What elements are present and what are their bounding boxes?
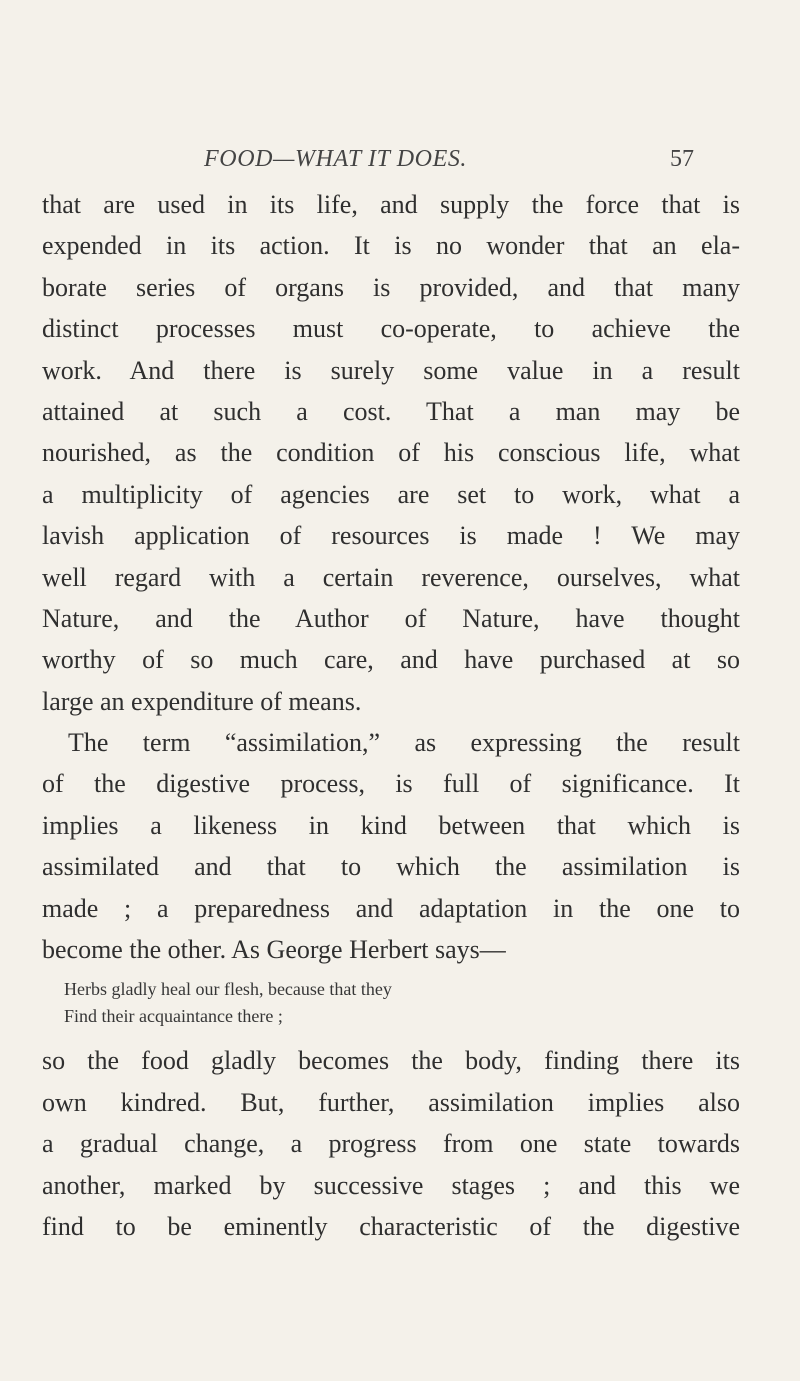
text-line: borate series of organs is provided, and that many — [42, 272, 740, 302]
text-line: find to be eminently characteristic of the digestive — [42, 1211, 740, 1241]
quote-line: Herbs gladly heal our flesh, because that they — [64, 979, 392, 1000]
verse-quotation — [42, 976, 740, 1030]
text-line: own kindred. But, further, assimilation implies also — [42, 1087, 740, 1117]
text-line: become the other. As George Herbert says— — [42, 935, 506, 965]
text-line: of the digestive process, is full of significance. It — [42, 769, 740, 799]
text-line: that are used in its life, and supply the force that is — [42, 190, 740, 219]
text-line: implies a likeness in kind between that which is — [42, 810, 740, 840]
text-line: large an expenditure of means. — [42, 686, 362, 716]
text-line: lavish application of resources is made ! We may — [42, 521, 740, 551]
text-line: attained at such a cost. That a man may be — [42, 396, 740, 426]
paragraph-1 — [42, 184, 740, 722]
running-header — [204, 146, 694, 180]
page-number: 57 — [670, 146, 694, 172]
text-line: made ; a preparedness and adaptation in the one to — [42, 893, 740, 923]
text-line: a multiplicity of agencies are set to work, what a — [42, 479, 740, 509]
text-line: a gradual change, a progress from one state towards — [42, 1129, 740, 1159]
text-line: The term “assimilation,” as expressing the result — [68, 728, 740, 758]
running-title: FOOD—WHAT IT DOES. — [204, 146, 468, 172]
text-line: worthy of so much care, and have purchased at so — [42, 645, 740, 675]
paragraph-3 — [42, 1040, 740, 1247]
text-line: so the food gladly becomes the body, finding there its — [42, 1046, 740, 1076]
text-line: another, marked by successive stages ; and this we — [42, 1170, 740, 1200]
text-line: Nature, and the Author of Nature, have thought — [42, 603, 740, 633]
text-line: expended in its action. It is no wonder that an ela- — [42, 231, 740, 261]
quote-line: Find their acquaintance there ; — [64, 1006, 283, 1027]
body-text — [42, 184, 740, 1247]
text-line: assimilated and that to which the assimilation is — [42, 852, 740, 882]
paragraph-2 — [42, 722, 740, 970]
text-line: nourished, as the condition of his conscious life, what — [42, 438, 740, 468]
text-line: work. And there is surely some value in a result — [42, 355, 740, 385]
text-line: well regard with a certain reverence, ourselves, what — [42, 562, 740, 592]
text-line: distinct processes must co-operate, to achieve the — [42, 314, 740, 344]
